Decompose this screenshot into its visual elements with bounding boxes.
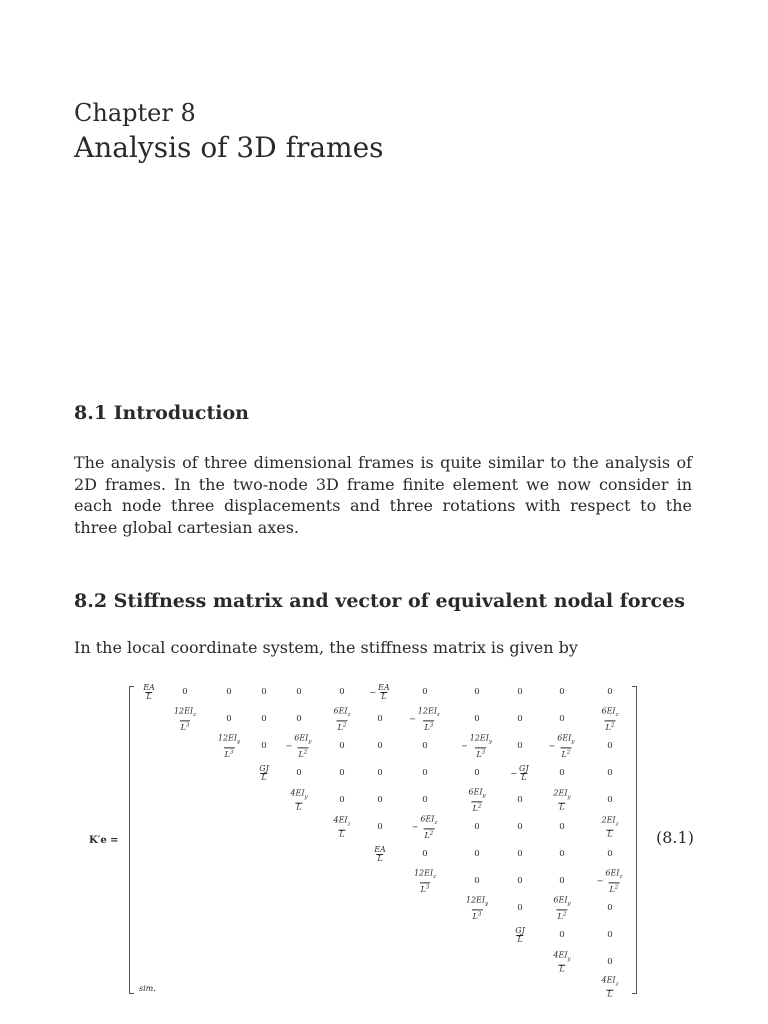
matrix-entry-r10-c10: $\frac{GJ}{L}$ <box>515 926 525 944</box>
equation-number: (8.1) <box>656 828 694 847</box>
matrix-right-bracket <box>632 686 637 994</box>
stiffness-intro-paragraph: In the local coordinate system, the stiffness matrix is given by <box>74 638 578 657</box>
sim-label: sim. <box>139 984 156 993</box>
matrix-entry-r5-c12: 0 <box>607 795 613 805</box>
matrix-entry-r5-c6: 0 <box>339 795 345 805</box>
matrix-entry-r1-c9: 0 <box>474 687 480 697</box>
matrix-entry-r2-c12: $\frac{6EI_z}{L^2}$ <box>601 706 619 732</box>
matrix-entry-r1-c3: 0 <box>226 687 232 697</box>
matrix-entry-r1-c1: $\frac{EA}{L}$ <box>143 683 155 701</box>
matrix-entry-r2-c11: 0 <box>559 714 565 724</box>
matrix-entry-r9-c11: $\frac{6EI_y}{L^2}$ <box>553 895 571 921</box>
matrix-entry-r1-c6: 0 <box>339 687 345 697</box>
matrix-entry-r11-c11: $\frac{4EI_y}{L}$ <box>553 950 571 974</box>
matrix-entry-r3-c8: 0 <box>422 741 428 751</box>
matrix-entry-r3-c11: − $\frac{6EI_y}{L^2}$ <box>548 733 575 759</box>
matrix-entry-r2-c4: 0 <box>261 714 267 724</box>
matrix-entry-r4-c6: 0 <box>339 768 345 778</box>
matrix-entry-r8-c8: $\frac{12EI_z}{L^3}$ <box>413 868 437 894</box>
matrix-entry-r6-c7: 0 <box>377 822 383 832</box>
matrix-entry-r8-c11: 0 <box>559 876 565 886</box>
matrix-entry-r2-c2: $\frac{12EI_z}{L^3}$ <box>173 706 197 732</box>
matrix-entry-r6-c11: 0 <box>559 822 565 832</box>
matrix-entry-r4-c11: 0 <box>559 768 565 778</box>
matrix-entry-r3-c5: − $\frac{6EI_y}{L^2}$ <box>285 733 312 759</box>
matrix-entry-r1-c10: 0 <box>517 687 523 697</box>
matrix-entry-r6-c12: $\frac{2EI_z}{L}$ <box>601 815 619 839</box>
matrix-entry-r8-c10: 0 <box>517 876 523 886</box>
matrix-entry-r9-c9: $\frac{12EI_y}{L^3}$ <box>465 895 489 921</box>
introduction-paragraph: The analysis of three dimensional frames is quite similar to the analysis of 2D frames. In the two-node 3D frame finite element we now consider in each node three displacements and three rotations with respect to the three global cartesian axes. <box>74 453 692 537</box>
matrix-entry-r1-c8: 0 <box>422 687 428 697</box>
matrix-entry-r4-c8: 0 <box>422 768 428 778</box>
matrix-entry-r3-c9: − $\frac{12EI_y}{L^3}$ <box>461 733 492 759</box>
matrix-entry-r9-c12: 0 <box>607 903 613 913</box>
matrix-entry-r4-c9: 0 <box>474 768 480 778</box>
matrix-entry-r8-c12: − $\frac{6EI_z}{L^2}$ <box>596 868 623 894</box>
matrix-entry-r12-c12: $\frac{4EI_z}{L}$ <box>601 975 619 999</box>
matrix-entry-r5-c5: $\frac{4EI_y}{L}$ <box>290 788 308 812</box>
matrix-left-bracket <box>129 686 134 994</box>
matrix-entry-r7-c9: 0 <box>474 849 480 859</box>
matrix-entry-r4-c5: 0 <box>296 768 302 778</box>
matrix-entry-r3-c3: $\frac{12EI_y}{L^3}$ <box>217 733 241 759</box>
matrix-entry-r2-c7: 0 <box>377 714 383 724</box>
matrix-entry-r6-c10: 0 <box>517 822 523 832</box>
matrix-entry-r10-c12: 0 <box>607 930 613 940</box>
matrix-entry-r3-c6: 0 <box>339 741 345 751</box>
matrix-entry-r6-c8: − $\frac{6EI_z}{L^2}$ <box>411 814 438 840</box>
matrix-entry-r5-c9: $\frac{6EI_y}{L^2}$ <box>468 787 486 813</box>
matrix-entry-r3-c4: 0 <box>261 741 267 751</box>
matrix-entry-r2-c8: − $\frac{12EI_z}{L^3}$ <box>409 706 440 732</box>
matrix-entry-r1-c11: 0 <box>559 687 565 697</box>
matrix-entry-r7-c7: $\frac{EA}{L}$ <box>374 845 386 863</box>
matrix-entry-r8-c9: 0 <box>474 876 480 886</box>
chapter-label: Chapter 8 <box>74 99 196 127</box>
matrix-entry-r2-c3: 0 <box>226 714 232 724</box>
matrix-entry-r5-c7: 0 <box>377 795 383 805</box>
matrix-entry-r9-c10: 0 <box>517 903 523 913</box>
matrix-entry-r7-c10: 0 <box>517 849 523 859</box>
matrix-entry-r3-c10: 0 <box>517 741 523 751</box>
matrix-entry-r2-c6: $\frac{6EI_z}{L^2}$ <box>333 706 351 732</box>
chapter-title: Analysis of 3D frames <box>74 131 384 164</box>
matrix-entry-r2-c10: 0 <box>517 714 523 724</box>
matrix-entry-r5-c11: $\frac{2EI_y}{L}$ <box>553 788 571 812</box>
matrix-entry-r6-c9: 0 <box>474 822 480 832</box>
matrix-entry-r1-c4: 0 <box>261 687 267 697</box>
matrix-entry-r1-c5: 0 <box>296 687 302 697</box>
matrix-entry-r3-c12: 0 <box>607 741 613 751</box>
matrix-entry-r2-c5: 0 <box>296 714 302 724</box>
matrix-entry-r7-c12: 0 <box>607 849 613 859</box>
matrix-entry-r10-c11: 0 <box>559 930 565 940</box>
matrix-entry-r4-c12: 0 <box>607 768 613 778</box>
matrix-entry-r5-c8: 0 <box>422 795 428 805</box>
matrix-entry-r4-c10: − $\frac{GJ}{L}$ <box>510 764 529 782</box>
matrix-entry-r5-c10: 0 <box>517 795 523 805</box>
matrix-entry-r3-c7: 0 <box>377 741 383 751</box>
matrix-entry-r1-c2: 0 <box>182 687 188 697</box>
matrix-entry-r7-c11: 0 <box>559 849 565 859</box>
matrix-entry-r1-c12: 0 <box>607 687 613 697</box>
matrix-entry-r4-c4: $\frac{GJ}{L}$ <box>259 764 269 782</box>
matrix-entry-r11-c12: 0 <box>607 957 613 967</box>
section-heading-stiffness-matrix: 8.2 Stiffness matrix and vector of equivalent nodal forces <box>74 590 685 612</box>
matrix-entry-r7-c8: 0 <box>422 849 428 859</box>
section-heading-introduction: 8.1 Introduction <box>74 402 249 424</box>
matrix-entry-r2-c9: 0 <box>474 714 480 724</box>
matrix-symbol: K′e = <box>89 835 119 846</box>
matrix-entry-r4-c7: 0 <box>377 768 383 778</box>
matrix-entry-r6-c6: $\frac{4EI_z}{L}$ <box>333 815 351 839</box>
matrix-entry-r1-c7: − $\frac{EA}{L}$ <box>369 683 390 701</box>
